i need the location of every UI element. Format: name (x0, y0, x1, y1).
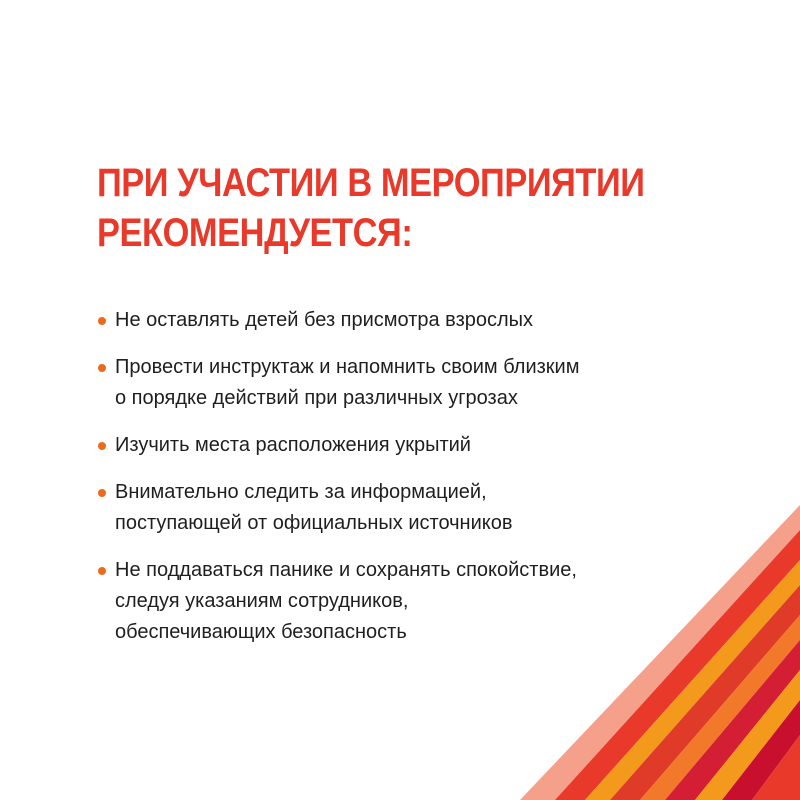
list-item-text: Внимательно следить за информацией, (115, 481, 487, 503)
list-item-text: поступающей от официальных источников (115, 512, 513, 534)
list-item-text: следуя указаниям сотрудников, (115, 590, 409, 612)
list-item (97, 430, 697, 461)
heading-line-1: ПРИ УЧАСТИИ В МЕРОПРИЯТИИ (97, 161, 645, 205)
list-item (97, 477, 697, 539)
list-item-text: о порядке действий при различных угрозах (115, 387, 518, 409)
list-item-text: обеспечивающих безопасность (115, 621, 407, 643)
page-heading (97, 158, 647, 258)
list-item (97, 352, 697, 414)
list-item-text: Не поддаваться панике и сохранять спокойствие, (115, 559, 577, 581)
heading-line-2: РЕКОМЕНДУЕТСЯ: (97, 211, 413, 255)
recommendations-list (97, 305, 697, 664)
bullet-icon (98, 364, 106, 372)
list-item (97, 305, 697, 336)
bullet-icon (98, 567, 106, 575)
bullet-icon (98, 489, 106, 497)
list-item-text: Провести инструктаж и напомнить своим близким (115, 356, 580, 378)
list-item-text: Не оставлять детей без присмотра взрослых (115, 309, 534, 331)
bullet-icon (98, 442, 106, 450)
list-item (97, 555, 697, 648)
bullet-icon (98, 317, 106, 325)
list-item-text: Изучить места расположения укрытий (115, 434, 471, 456)
